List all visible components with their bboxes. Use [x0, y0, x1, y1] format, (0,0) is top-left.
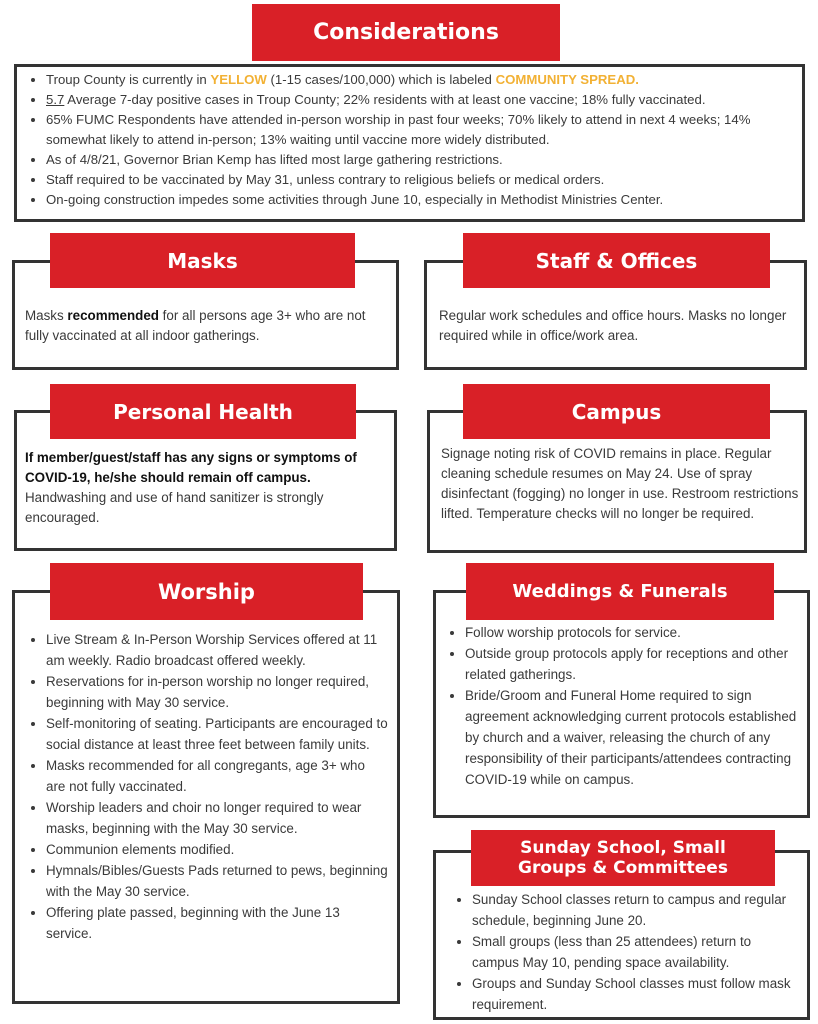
worship-banner [50, 563, 363, 620]
list-item: • Bride/Groom and Funeral Home required to sign agreement acknowledging current protocols established by church and a waiver, releasing the church of any responsibility of their participants/attendees contracting COVID-19 while on campus. [465, 685, 805, 790]
considerations-banner [252, 4, 560, 61]
list-item: • On-going construction impedes some activities through June 10, especially in Methodist Ministries Center. [46, 190, 804, 210]
list-item: • Worship leaders and choir no longer required to wear masks, beginning with the May 30 service. [46, 797, 388, 839]
list-item: • Masks recommended for all congregants, age 3+ who are not fully vaccinated. [46, 755, 388, 797]
list-item: • As of 4/8/21, Governor Brian Kemp has lifted most large gathering restrictions. [46, 150, 804, 170]
list-item: • Staff required to be vaccinated by May 31, unless contrary to religious beliefs or medical orders. [46, 170, 804, 190]
masks-banner [50, 233, 355, 288]
weddings-title: Weddings & Funerals [512, 581, 728, 602]
list-item: • Communion elements modified. [46, 839, 388, 860]
masks-text: Masks recommended for all persons age 3+ who are not fully vaccinated at all indoor gatherings. [25, 308, 366, 343]
sunday-list [450, 889, 800, 1015]
list-item: • Troup County is currently in YELLOW (1-15 cases/100,000) which is labeled COMMUNITY SPREAD. [46, 70, 804, 90]
list-item: • Outside group protocols apply for receptions and other related gatherings. [465, 643, 805, 685]
list-item: • Self-monitoring of seating. Participants are encouraged to social distance at least three feet between family units. [46, 713, 388, 755]
sunday-title-line2: Groups & Committees [518, 858, 728, 878]
list-item: • Small groups (less than 25 attendees) return to campus May 10, pending space availability. [472, 931, 800, 973]
campus-banner [463, 384, 770, 439]
weddings-list [443, 622, 805, 790]
weddings-banner [466, 563, 774, 620]
list-item: • Hymnals/Bibles/Guests Pads returned to pews, beginning with the May 30 service. [46, 860, 388, 902]
staff-text: Regular work schedules and office hours. Masks no longer required while in office/work area. [439, 308, 787, 343]
health-banner [50, 384, 356, 439]
list-item: • Groups and Sunday School classes must follow mask requirement. [472, 973, 800, 1015]
list-item: • 5.7 Average 7-day positive cases in Troup County; 22% residents with at least one vaccine; 18% fully vaccinated. [46, 90, 804, 110]
health-text: If member/guest/staff has any signs or symptoms of COVID-19, he/she should remain off campus. Handwashing and use of hand sanitizer is strongly encouraged. [25, 450, 357, 525]
worship-title: Worship [158, 579, 255, 604]
status-yellow: YELLOW [210, 72, 267, 87]
list-item: • Follow worship protocols for service. [465, 622, 805, 643]
considerations-list [24, 70, 804, 210]
list-item: • Offering plate passed, beginning with the June 13 service. [46, 902, 388, 944]
list-item: • Live Stream & In-Person Worship Services offered at 11 am weekly. Radio broadcast offered weekly. [46, 629, 388, 671]
worship-list [24, 629, 388, 944]
sunday-banner [471, 830, 775, 886]
staff-title: Staff & Offices [535, 248, 698, 273]
sunday-title-line1: Sunday School, Small [520, 838, 726, 858]
masks-title: Masks [167, 248, 238, 273]
staff-banner [463, 233, 770, 288]
considerations-title: Considerations [313, 20, 499, 45]
list-item: • 65% FUMC Respondents have attended in-person worship in past four weeks; 70% likely to attend in next 4 weeks; 14% somewhat likely to attend in-person; 13% waiting until vaccine more widely distributed. [46, 110, 804, 150]
health-title: Personal Health [113, 399, 293, 424]
campus-text: Signage noting risk of COVID remains in place. Regular cleaning schedule resumes on May 24. Use of spray disinfectant (fogging) no longer in use. Restroom restrictions lifted. Temperature checks will no longer be required. [441, 446, 799, 521]
list-item: • Sunday School classes return to campus and regular schedule, beginning June 20. [472, 889, 800, 931]
campus-title: Campus [571, 399, 662, 424]
list-item: • Reservations for in-person worship no longer required, beginning with May 30 service. [46, 671, 388, 713]
status-community-spread: COMMUNITY SPREAD. [495, 72, 639, 87]
